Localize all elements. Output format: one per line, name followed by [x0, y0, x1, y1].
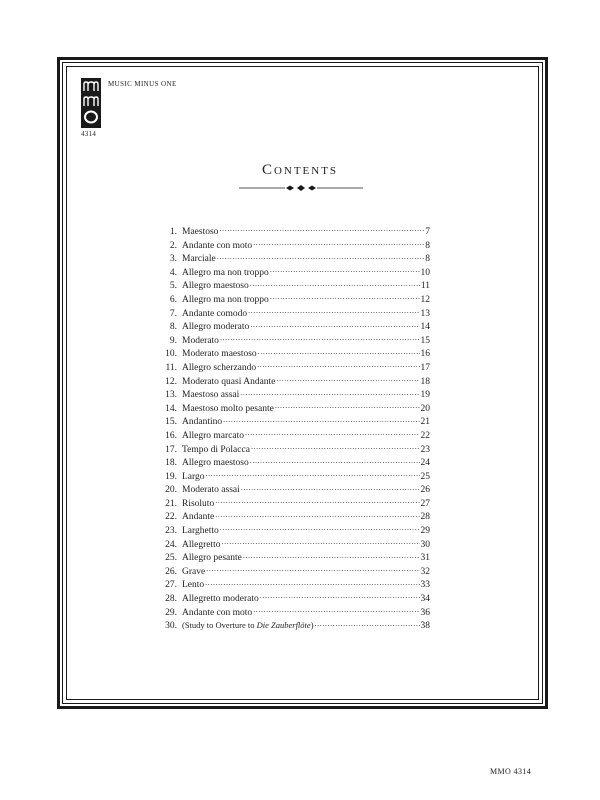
entry-page-number: 29 [420, 526, 430, 537]
entry-page-number: 8 [425, 240, 430, 251]
entry-number: 18. [165, 458, 177, 469]
entry-number: 24. [165, 539, 177, 550]
entry-title: Andante [182, 512, 215, 523]
page-title: Contents [261, 162, 339, 178]
entry-page-number: 30 [420, 539, 430, 550]
entry-page-number: 8 [425, 254, 430, 265]
contents-entry[interactable] [160, 428, 430, 442]
dot-leader [250, 278, 420, 288]
dot-leader [217, 251, 424, 261]
dot-leader [260, 591, 420, 601]
contents-entry[interactable] [160, 496, 430, 510]
entry-number: 26. [165, 566, 177, 577]
entry-title: Maestoso assai [182, 390, 240, 401]
mmo-logo [81, 78, 107, 142]
entry-page-number: 27 [420, 498, 430, 509]
contents-entry[interactable] [160, 455, 430, 469]
entry-page-number: 32 [420, 566, 430, 577]
entry-page-number: 25 [420, 471, 430, 482]
entry-page-number: 13 [420, 308, 430, 319]
entry-title: Largo [182, 471, 205, 482]
brand-name: MUSIC MINUS ONE [108, 80, 177, 88]
entry-title: Allegro maestoso [182, 458, 249, 469]
contents-entry[interactable] [160, 265, 430, 279]
entry-page-number: 22 [420, 430, 430, 441]
entry-title: Andante comodo [182, 308, 248, 319]
dot-leader [223, 414, 419, 424]
contents-entry[interactable] [160, 387, 430, 401]
dot-leader [215, 509, 419, 519]
contents-entry[interactable] [160, 306, 430, 320]
dot-leader [270, 265, 420, 275]
dot-leader [206, 469, 420, 479]
entry-title: Allegretto moderato [182, 594, 259, 605]
entry-title: Marciale [182, 254, 216, 265]
contents-entry[interactable] [160, 618, 430, 632]
entry-title: Grave [182, 566, 206, 577]
dot-leader [222, 537, 420, 547]
entry-number: 15. [165, 417, 177, 428]
entry-number: 17. [165, 444, 177, 455]
entry-number: 21. [165, 498, 177, 509]
entry-title: Tempo di Polacca [182, 444, 250, 455]
entry-title: Allegro pesante [182, 553, 242, 564]
entry-page-number: 33 [420, 580, 430, 591]
contents-entry[interactable] [160, 346, 430, 360]
dot-leader [205, 577, 419, 587]
catalog-number: MMO 4314 [490, 767, 532, 776]
entry-page-number: 18 [420, 376, 430, 387]
entry-page-number: 26 [420, 485, 430, 496]
contents-entry[interactable] [160, 319, 430, 333]
entry-page-number: 12 [420, 294, 430, 305]
entry-page-number: 34 [420, 594, 430, 605]
entry-number: 8. [169, 322, 177, 333]
entry-page-number: 21 [420, 417, 430, 428]
entry-page-number: 11 [420, 281, 430, 292]
entry-title: Allegro scherzando [182, 362, 257, 373]
entry-title-prefix: (Study to Overture to [182, 620, 257, 631]
contents-entry[interactable] [160, 442, 430, 456]
entry-number: 5. [169, 281, 177, 292]
dot-leader [257, 360, 419, 370]
title-ornament-icon [239, 184, 363, 192]
entry-title: Andante con moto [182, 240, 253, 251]
entry-page-number: 10 [420, 267, 430, 278]
entry-title-suffix: ) [310, 620, 314, 631]
dot-leader [241, 482, 420, 492]
entry-number: 29. [165, 607, 177, 618]
entry-title: Maestoso molto pesante [182, 403, 274, 414]
entry-title: Larghetto [182, 526, 219, 537]
entry-number: 2. [169, 240, 177, 251]
entry-title: Allegretto [182, 539, 221, 550]
dot-leader [248, 306, 419, 316]
contents-entry[interactable] [160, 482, 430, 496]
entry-title: Moderato quasi Andante [182, 376, 276, 387]
entry-number: 1. [169, 227, 177, 237]
entry-page-number: 16 [420, 349, 430, 360]
dot-leader [258, 346, 420, 356]
contents-entry[interactable] [160, 577, 430, 591]
entry-title: Risoluto [182, 498, 215, 509]
entry-number: 9. [169, 335, 177, 346]
entry-page-number: 15 [420, 335, 430, 346]
entry-title: Moderato maestoso [182, 349, 257, 360]
dot-leader [276, 374, 419, 384]
entry-number: 19. [165, 471, 177, 482]
entry-title: Moderato [182, 335, 219, 346]
entry-number: 6. [169, 294, 177, 305]
entry-number: 20. [165, 485, 177, 496]
contents-entry[interactable] [160, 292, 430, 306]
contents-entry[interactable] [160, 238, 430, 252]
entry-number: 27. [165, 580, 177, 591]
contents-entry[interactable] [160, 564, 430, 578]
entry-number: 30. [165, 621, 177, 632]
contents-entry[interactable] [160, 333, 430, 347]
dot-leader [240, 387, 419, 397]
entry-title-italic: Die Zauberflöte [256, 620, 311, 631]
entry-page-number: 19 [420, 390, 430, 401]
entry-title: Moderato assai [182, 485, 240, 496]
entry-number: 7. [169, 308, 177, 319]
entry-title: Lento [182, 580, 205, 591]
entry-page-number: 38 [420, 621, 430, 632]
contents-entry[interactable] [160, 414, 430, 428]
entry-number: 4. [169, 267, 177, 278]
dot-leader [220, 523, 420, 533]
dot-leader [250, 319, 419, 329]
contents-entry[interactable] [160, 537, 430, 551]
entry-number: 11. [165, 362, 177, 373]
dot-leader [215, 496, 419, 506]
dot-leader [251, 442, 420, 452]
entry-page-number: 23 [420, 444, 430, 455]
entry-page-number: 17 [420, 362, 430, 373]
dot-leader [253, 605, 419, 615]
contents-entry[interactable] [160, 251, 430, 265]
dot-leader [250, 455, 420, 465]
entry-number: 28. [165, 594, 177, 605]
entry-title: Allegro ma non troppo [182, 267, 269, 278]
dot-leader [245, 428, 420, 438]
entry-page-number: 31 [420, 553, 430, 564]
entry-page-number: 14 [420, 322, 430, 333]
entry-title: Allegro ma non troppo [182, 294, 269, 305]
contents-entry[interactable] [160, 591, 430, 605]
contents-entry[interactable] [160, 401, 430, 415]
entry-page-number: 24 [420, 458, 430, 469]
entry-page-number: 28 [420, 512, 430, 523]
dot-leader [270, 292, 420, 302]
entry-page-number: 36 [420, 607, 430, 618]
entry-title: Allegro moderato [182, 322, 250, 333]
contents-list [160, 224, 430, 632]
entry-page-number: 7 [425, 227, 430, 237]
entry-number: 16. [165, 430, 177, 441]
dot-leader [253, 238, 424, 248]
dot-leader [206, 564, 419, 574]
entry-page-number: 20 [420, 403, 430, 414]
entry-number: 10. [165, 349, 177, 360]
contents-entry[interactable] [160, 523, 430, 537]
logo-number: 4314 [81, 130, 97, 138]
entry-number: 22. [165, 512, 177, 523]
contents-entry[interactable] [160, 605, 430, 619]
entry-title: Allegro maestoso [182, 281, 249, 292]
entry-title: Andante con moto [182, 607, 253, 618]
entry-number: 23. [165, 526, 177, 537]
entry-number: 25. [165, 553, 177, 564]
contents-entry[interactable] [160, 278, 430, 292]
dot-leader [275, 401, 420, 411]
dot-leader [220, 333, 420, 343]
entry-number: 3. [169, 254, 177, 265]
contents-entry[interactable] [160, 374, 430, 388]
entry-title: Allegro marcato [182, 430, 244, 441]
dot-leader [219, 224, 424, 234]
contents-entry[interactable] [160, 509, 430, 523]
contents-entry[interactable] [160, 550, 430, 564]
entry-number: 14. [165, 403, 177, 414]
dot-leader [243, 550, 420, 560]
entry-title [182, 619, 314, 634]
entry-number: 12. [165, 376, 177, 387]
mmo-logo-icon [81, 78, 101, 128]
contents-entry[interactable] [160, 469, 430, 483]
entry-number: 13. [165, 390, 177, 401]
entry-title: Andantino [182, 417, 223, 428]
dot-leader [315, 618, 420, 628]
contents-entry[interactable] [160, 224, 430, 238]
contents-entry[interactable] [160, 360, 430, 374]
entry-title: Maestoso [182, 227, 219, 237]
